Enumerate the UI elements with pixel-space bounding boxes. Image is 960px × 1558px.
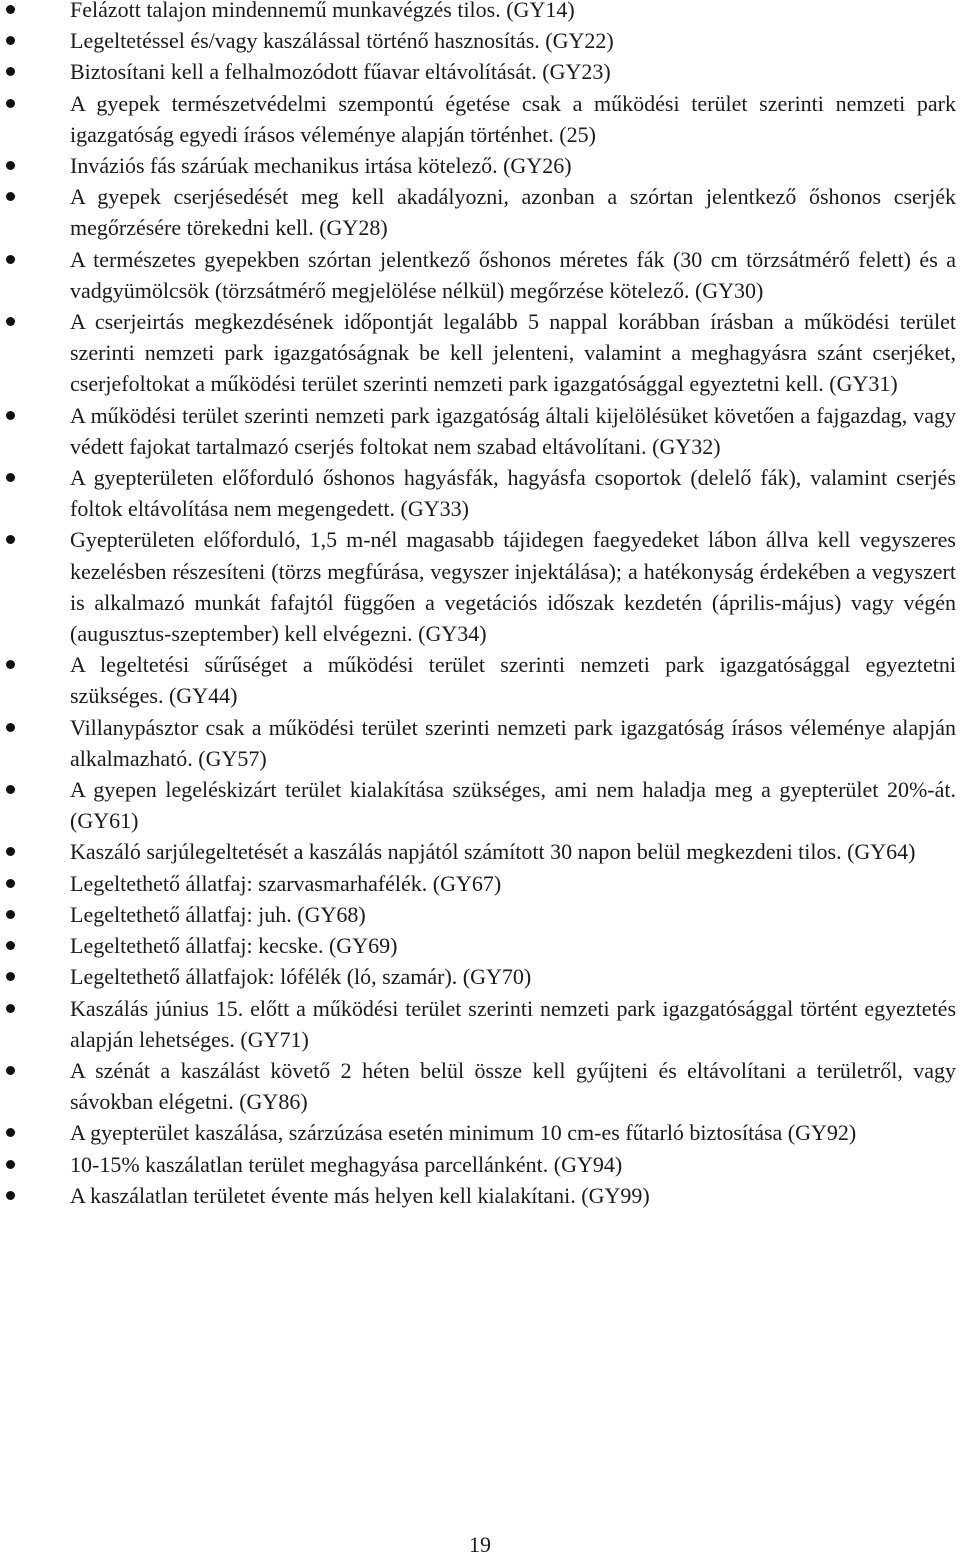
bullet-icon bbox=[6, 660, 15, 669]
list-item-text: Legeltethető állatfaj: juh. (GY68) bbox=[70, 901, 366, 927]
list-item bbox=[0, 88, 956, 150]
list-item-text: A gyepek cserjésedését meg kell akadályozni, azonban a szórtan jelentkező őshonos cserjék megőrzésére törekedni kell. (GY28) bbox=[70, 184, 956, 241]
list-item bbox=[0, 0, 956, 25]
bullet-icon bbox=[6, 1191, 15, 1200]
list-item bbox=[0, 56, 956, 87]
list-item-text: Inváziós fás szárúak mechanikus irtása kötelező. (GY26) bbox=[70, 153, 572, 179]
list-item-text: Kaszáló sarjúlegeltetését a kaszálás napjától számított 30 napon belül megkezdeni tilos. (GY64) bbox=[70, 839, 916, 865]
bullet-icon bbox=[6, 1128, 15, 1137]
list-item bbox=[0, 649, 956, 711]
bullet-icon bbox=[6, 723, 15, 732]
bullet-icon bbox=[6, 785, 15, 794]
bullet-icon bbox=[6, 99, 15, 108]
list-item-text: A legeltetési sűrűséget a működési terület szerinti nemzeti park igazgatósággal egyeztetni szükséges. (GY44) bbox=[70, 652, 956, 709]
list-item bbox=[0, 774, 956, 836]
bullet-icon bbox=[6, 972, 15, 981]
bullet-icon bbox=[6, 1160, 15, 1169]
list-item bbox=[0, 993, 956, 1055]
bullet-icon bbox=[6, 1066, 15, 1075]
list-item-text: A gyepek természetvédelmi szempontú égetése csak a működési terület szerinti nemzeti park igazgatóság egyedi írásos véleménye alapján történhet. (25) bbox=[70, 90, 956, 147]
list-item bbox=[0, 1117, 956, 1148]
bullet-icon bbox=[6, 255, 15, 264]
list-item-text: Gyepterületen előforduló, 1,5 m-nél magasabb tájidegen faegyedeket lábon állva kell vegyszeres kezelésben részesíteni (törzs megfúrása, vegyszer injektálása); a hatékonyság érdekében a vegyszert is alkalmazó munkát fafajtól függően a vegetációs időszak kezdetén (április-május) vagy végén (augusztus-szeptember) kell elvégezni. (GY34) bbox=[70, 527, 956, 647]
bullet-icon bbox=[6, 411, 15, 420]
list-item-text: Legeltethető állatfajok: lófélék (ló, szamár). (GY70) bbox=[70, 964, 532, 990]
list-item bbox=[0, 462, 956, 524]
list-item bbox=[0, 25, 956, 56]
bullet-icon bbox=[6, 879, 15, 888]
list-item-text: Biztosítani kell a felhalmozódott fűavar eltávolítását. (GY23) bbox=[70, 59, 611, 85]
bullet-icon bbox=[6, 941, 15, 950]
list-item-text: A gyepterület kaszálása, szárzúzása esetén minimum 10 cm-es fűtarló biztosítása (GY92) bbox=[70, 1120, 857, 1146]
list-item bbox=[0, 1180, 956, 1211]
list-item bbox=[0, 244, 956, 306]
list-item-text: A gyepen legeléskizárt terület kialakítása szükséges, ami nem haladja meg a gyepterület 20%-át. (GY61) bbox=[70, 777, 956, 834]
list-item-text: Villanypásztor csak a működési terület szerinti nemzeti park igazgatóság írásos véleménye alapján alkalmazható. (GY57) bbox=[70, 714, 956, 771]
list-item-text: A kaszálatlan területet évente más helyen kell kialakítani. (GY99) bbox=[70, 1182, 650, 1208]
bullet-icon bbox=[6, 192, 15, 201]
bullet-icon bbox=[6, 1004, 15, 1013]
list-item bbox=[0, 1055, 956, 1117]
list-item bbox=[0, 868, 956, 899]
list-item-text: A cserjeirtás megkezdésének időpontját legalább 5 nappal korábban írásban a működési terület szerinti nemzeti park igazgatóságnak be kell jelenteni, valamint a meghagyásra szánt cserjéket, cserjefoltokat a működési terület szerinti nemzeti park igazgatósággal egyeztetni kell. (GY31) bbox=[70, 309, 956, 397]
list-item-text: A szénát a kaszálást követő 2 héten belül össze kell gyűjteni és eltávolítani a területről, vagy sávokban elégetni. (GY86) bbox=[70, 1057, 956, 1115]
list-item bbox=[0, 306, 956, 400]
list-item bbox=[0, 1149, 956, 1180]
bullet-icon bbox=[6, 535, 15, 544]
list-item-text: Legeltethető állatfaj: szarvasmarhafélék. (GY67) bbox=[70, 870, 502, 896]
list-item bbox=[0, 524, 956, 649]
list-item-text: Felázott talajon mindennemű munkavégzés tilos. (GY14) bbox=[70, 0, 575, 22]
list-item-text: Kaszálás június 15. előtt a működési terület szerinti nemzeti park igazgatósággal történt egyeztetés alapján lehetséges. (GY71) bbox=[70, 995, 956, 1052]
bullet-icon bbox=[6, 847, 15, 856]
list-item-text: A természetes gyepekben szórtan jelentkező őshonos méretes fák (30 cm törzsátmérő felett) és a vadgyümölcsök (törzsátmérő megjelölése nélkül) megőrzése kötelező. (GY30) bbox=[70, 246, 956, 303]
list-item-text: A gyepterületen előforduló őshonos hagyásfák, hagyásfa csoportok (delelő fák), valamint cserjés foltok eltávolítása nem megengedett. (GY33) bbox=[70, 465, 956, 522]
list-item bbox=[0, 150, 956, 181]
list-item bbox=[0, 836, 956, 867]
list-item bbox=[0, 712, 956, 774]
list-item-text: 10-15% kaszálatlan terület meghagyása parcellánként. (GY94) bbox=[70, 1151, 623, 1177]
bullet-icon bbox=[6, 161, 15, 170]
page-number: 19 bbox=[469, 1532, 491, 1557]
bullet-icon bbox=[6, 473, 15, 482]
bullet-icon bbox=[6, 910, 15, 919]
bullet-icon bbox=[6, 5, 15, 14]
list-item-text: A működési terület szerinti nemzeti park igazgatóság általi kijelölésüket követően a fajgazdag, vagy védett fajokat tartalmazó cserjés foltokat nem szabad eltávolítani. (GY32) bbox=[70, 402, 956, 459]
list-item bbox=[0, 181, 956, 243]
list-item-text: Legeltethető állatfaj: kecske. (GY69) bbox=[70, 933, 398, 959]
list-item bbox=[0, 930, 956, 961]
list-item bbox=[0, 400, 956, 462]
list-item bbox=[0, 961, 956, 992]
bullet-icon bbox=[6, 317, 15, 326]
list-item-text: Legeltetéssel és/vagy kaszálással történő hasznosítás. (GY22) bbox=[70, 28, 614, 54]
list-item bbox=[0, 899, 956, 930]
bullet-icon bbox=[6, 67, 15, 76]
bullet-icon bbox=[6, 36, 15, 45]
